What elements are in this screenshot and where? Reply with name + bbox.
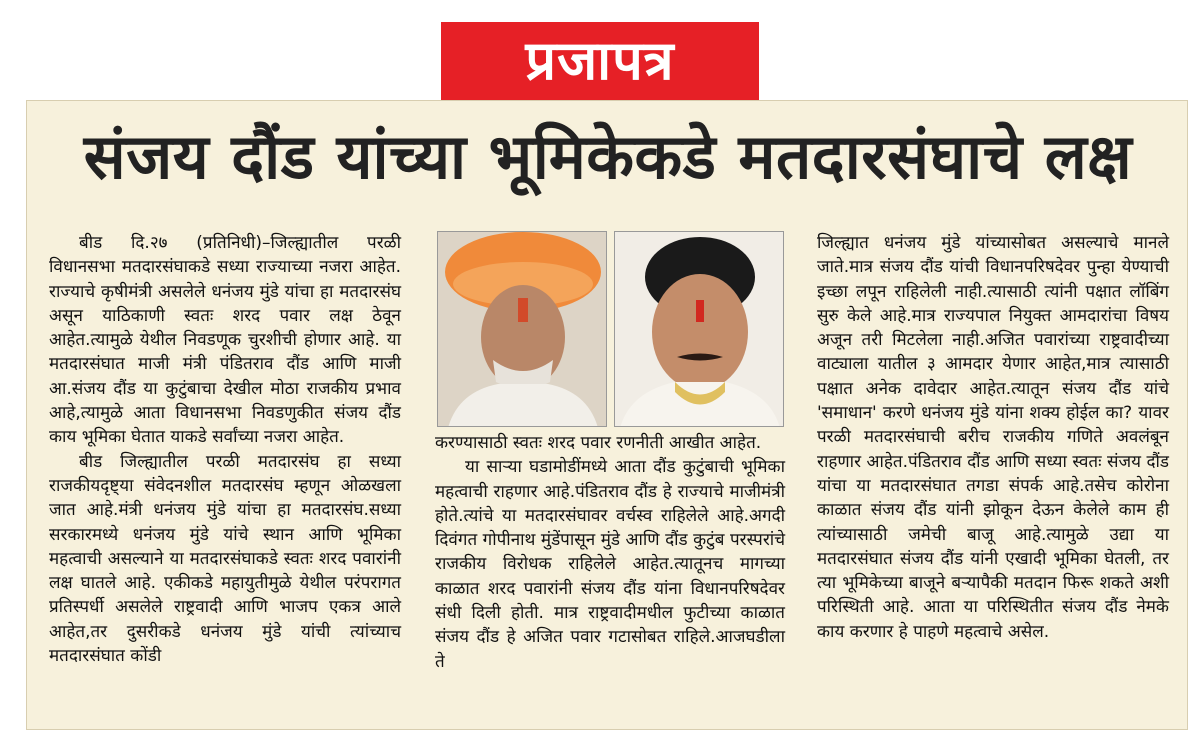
- paragraph: करण्यासाठी स्वतः शरद पवार रणनीती आखीत आहेत.: [435, 433, 762, 453]
- paragraph: बीड दि.२७ (प्रतिनिधी)–जिल्ह्यातील परळी विधानसभा मतदारसंघाकडे सध्या राज्याच्या नजरा आहेत. राज्याचे कृषीमंत्री असलेले धनंजय मुंडे यांचा हा मतदारसंघ असून याठिकाणी स्वतः शरद पवार लक्ष ठेवून आहेत.त्यामुळे येथील निवडणूक चुरशीची होणार आहे. या मतदारसंघात माजी मंत्री पंडितराव दौंड आणि माजी आ.संजय दौंड या कुटुंबाचा देखील मोठा राजकीय प्रभाव आहे,त्यामुळे आता विधानसभा निवडणुकीत संजय दौंड काय भूमिका घेतात याकडे सर्वांच्या नजरा आहेत.: [49, 233, 401, 448]
- article-headline: संजय दौंड यांच्या भूमिकेकडे मतदारसंघाचे लक्ष: [83, 120, 1133, 193]
- masthead-area: [0, 0, 1200, 102]
- paragraph: जिल्ह्यात धनंजय मुंडे यांच्यासोबत असल्याचे मानले जाते.मात्र संजय दौंड यांची विधानपरिषदेवर पुन्हा येण्याची इच्छा लपून राहिलेली नाही.त्यासाठी त्यांनी पक्षात लॉबिंग सुरु केले आहे.मात्र राज्यपाल नियुक्त आमदारांचा विषय अजून तरी मिटलेला नाही.अजित पवारांच्या राष्ट्रवादीच्या वाट्याला यातील ३ आमदार येणार आहेत,मात्र त्यासाठी पक्षात अनेक दावेदार आहेत.त्यातून संजय दौंड यांचे 'समाधान' करणे धनंजय मुंडे यांना शक्य होईल का? यावर परळी मतदारसंघाची बरीच राजकीय गणिते अवलंबून राहणार आहेत.पंडितराव दौंड आणि सध्या स्वतः संजय दौंड यांचा या मतदारसंघात तगडा संपर्क आहे.तसेच कोरोना काळात संजय दौंड यांनी झोकून देऊन केलेले काम ही त्यांच्यासाठी जमेची बाजू आहे.त्यामुळे उद्या या मतदारसंघात संजय दौंड यांनी एखादी भूमिका घेतली, तर त्या भूमिकेच्या बाजूने बऱ्यापैकी मतदान फिरू शकते अशी परिस्थिती आहे. आता या परिस्थितीत संजय दौंड नेमके काय करणार हे पाहणे महत्वाचे असेल.: [817, 233, 1169, 642]
- newspaper-masthead: प्रजापत्र: [441, 22, 759, 100]
- portrait-illustration: [438, 232, 607, 427]
- article-box: [26, 100, 1188, 730]
- paragraph: या साऱ्या घडामोडींमध्ये आता दौंड कुटुंबाची भूमिका महत्वाची राहणार आहे.पंडितराव दौंड हे राज्याचे माजीमंत्री होते.त्यांचे या मतदारसंघावर वर्चस्व राहिलेले आहे.अगदी दिवंगत गोपीनाथ मुंडेंपासून मुंडे आणि दौंड कुटुंब परस्परांचे राजकीय विरोधक राहिलेले आहेत.त्यातूनच मागच्या काळात शरद पवारांनी संजय दौंड यांना विधानपरिषदेवर संधी दिली होती. मात्र राष्ट्रवादीमधील फुटीच्या काळात संजय दौंड हे अजित पवार गटासोबत राहिले.आजघडीला ते: [435, 457, 785, 672]
- article-column-2: [435, 431, 785, 674]
- photo-man-with-tilak: [614, 231, 784, 427]
- photo-elderly-man-orange-turban: [437, 231, 607, 427]
- article-column-1: [49, 231, 401, 668]
- portrait-illustration: [615, 232, 784, 427]
- article-column-3: [817, 231, 1169, 644]
- paragraph: बीड जिल्ह्यातील परळी मतदारसंघ हा सध्या राजकीयदृष्ट्या संवेदनशील मतदारसंघ म्हणून ओळखला जात आहे.मंत्री धनंजय मुंडे यांचा हा मतदारसंघ.सध्या सरकारमध्ये धनंजय मुंडे यांचे स्थान आणि भूमिका महत्वाची असल्याने या मतदारसंघाकडे स्वतः शरद पवारांनी लक्ष घातले आहे. एकीकडे महायुतीमुळे येथील परंपरागत प्रतिस्पर्धी असलेले राष्ट्रवादी आणि भाजप एकत्र आले आहेत,तर दुसरीकडे धनंजय मुंडे यांची त्यांच्याच मतदारसंघात कोंडी: [49, 451, 401, 667]
